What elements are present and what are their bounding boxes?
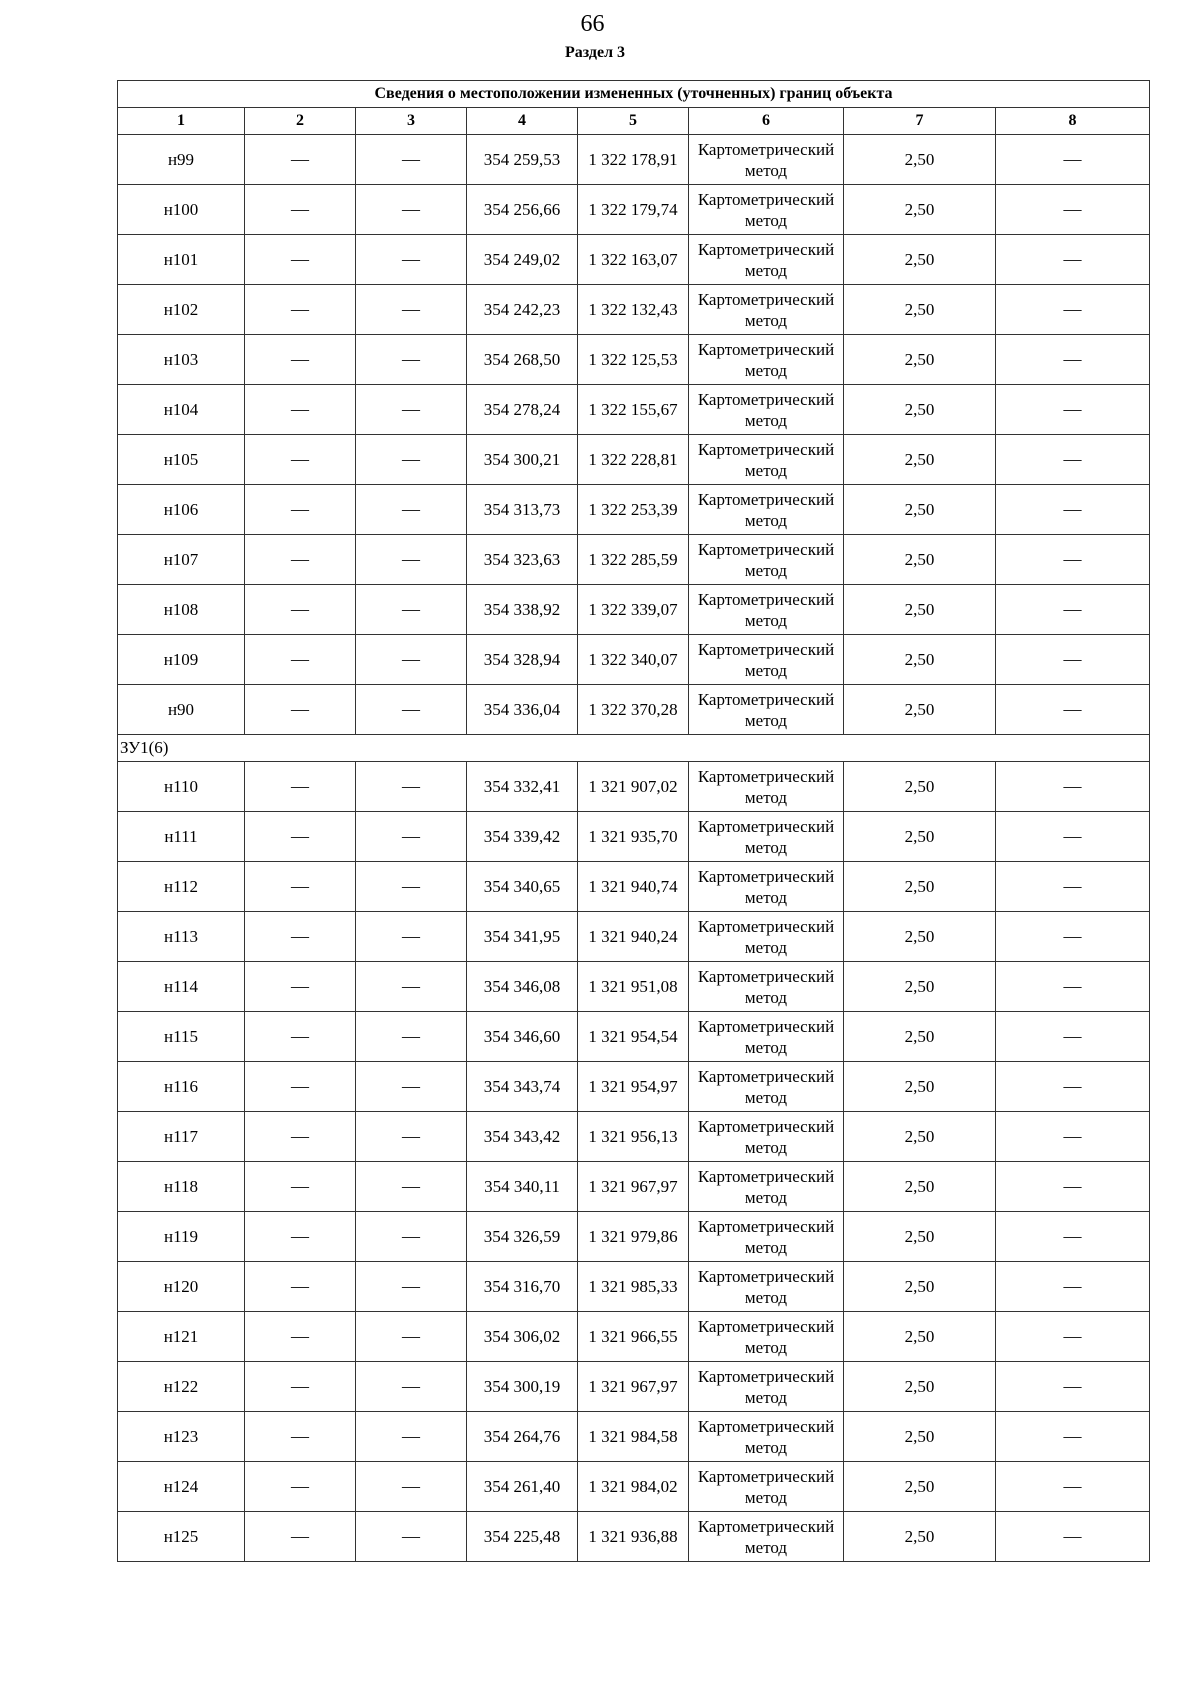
cell-col-8: —: [996, 435, 1150, 485]
cell-method: Картометрический метод: [689, 435, 844, 485]
cell-method: Картометрический метод: [689, 1262, 844, 1312]
cell-coord-x: 354 346,60: [467, 1012, 578, 1062]
cell-col-8: —: [996, 485, 1150, 535]
cell-coord-y: 1 321 940,74: [578, 862, 689, 912]
cell-accuracy: 2,50: [844, 962, 996, 1012]
cell-method: Картометрический метод: [689, 912, 844, 962]
cell-point-id: н105: [118, 435, 245, 485]
cell-coord-y: 1 322 179,74: [578, 185, 689, 235]
cell-col-3: —: [356, 485, 467, 535]
cell-col-3: —: [356, 962, 467, 1012]
cell-col-8: —: [996, 135, 1150, 185]
column-number-row: [118, 108, 1150, 135]
cell-method: Картометрический метод: [689, 235, 844, 285]
cell-coord-x: 354 225,48: [467, 1512, 578, 1562]
group-row: [118, 735, 1150, 762]
cell-col-2: —: [245, 1462, 356, 1512]
cell-accuracy: 2,50: [844, 185, 996, 235]
cell-col-8: —: [996, 962, 1150, 1012]
table-row: [118, 635, 1150, 685]
cell-coord-y: 1 321 984,02: [578, 1462, 689, 1512]
column-number-2: 2: [245, 108, 356, 135]
cell-col-2: —: [245, 385, 356, 435]
cell-point-id: н121: [118, 1312, 245, 1362]
cell-coord-y: 1 322 163,07: [578, 235, 689, 285]
cell-col-8: —: [996, 1162, 1150, 1212]
cell-accuracy: 2,50: [844, 285, 996, 335]
table-row: [118, 535, 1150, 585]
cell-col-3: —: [356, 685, 467, 735]
cell-col-2: —: [245, 1062, 356, 1112]
cell-col-8: —: [996, 535, 1150, 585]
cell-accuracy: 2,50: [844, 135, 996, 185]
cell-point-id: н120: [118, 1262, 245, 1312]
cell-method: Картометрический метод: [689, 535, 844, 585]
cell-coord-y: 1 322 155,67: [578, 385, 689, 435]
cell-col-2: —: [245, 1312, 356, 1362]
cell-col-8: —: [996, 812, 1150, 862]
cell-col-8: —: [996, 585, 1150, 635]
cell-coord-x: 354 346,08: [467, 962, 578, 1012]
cell-coord-x: 354 316,70: [467, 1262, 578, 1312]
cell-coord-x: 354 343,74: [467, 1062, 578, 1112]
cell-accuracy: 2,50: [844, 1162, 996, 1212]
cell-method: Картометрический метод: [689, 762, 844, 812]
column-number-3: 3: [356, 108, 467, 135]
cell-coord-x: 354 340,65: [467, 862, 578, 912]
cell-method: Картометрический метод: [689, 1412, 844, 1462]
cell-method: Картометрический метод: [689, 812, 844, 862]
cell-coord-x: 354 326,59: [467, 1212, 578, 1262]
cell-point-id: н107: [118, 535, 245, 585]
cell-point-id: н109: [118, 635, 245, 685]
cell-coord-x: 354 300,19: [467, 1362, 578, 1412]
cell-coord-y: 1 321 966,55: [578, 1312, 689, 1362]
cell-coord-y: 1 321 954,97: [578, 1062, 689, 1112]
cell-method: Картометрический метод: [689, 1362, 844, 1412]
cell-col-3: —: [356, 1262, 467, 1312]
cell-point-id: н102: [118, 285, 245, 335]
cell-accuracy: 2,50: [844, 1012, 996, 1062]
cell-accuracy: 2,50: [844, 1062, 996, 1112]
cell-accuracy: 2,50: [844, 435, 996, 485]
cell-col-2: —: [245, 1262, 356, 1312]
cell-col-8: —: [996, 912, 1150, 962]
cell-col-8: —: [996, 762, 1150, 812]
cell-method: Картометрический метод: [689, 1462, 844, 1512]
cell-method: Картометрический метод: [689, 1512, 844, 1562]
cell-method: Картометрический метод: [689, 1312, 844, 1362]
cell-method: Картометрический метод: [689, 335, 844, 385]
cell-point-id: н108: [118, 585, 245, 635]
cell-point-id: н99: [118, 135, 245, 185]
cell-coord-y: 1 321 940,24: [578, 912, 689, 962]
cell-accuracy: 2,50: [844, 585, 996, 635]
cell-col-8: —: [996, 862, 1150, 912]
cell-coord-y: 1 321 956,13: [578, 1112, 689, 1162]
cell-point-id: н101: [118, 235, 245, 285]
cell-col-8: —: [996, 1512, 1150, 1562]
cell-coord-y: 1 321 967,97: [578, 1162, 689, 1212]
cell-col-8: —: [996, 1362, 1150, 1412]
cell-col-8: —: [996, 1312, 1150, 1362]
table-row: [118, 185, 1150, 235]
cell-method: Картометрический метод: [689, 185, 844, 235]
cell-col-8: —: [996, 1212, 1150, 1262]
cell-col-2: —: [245, 1362, 356, 1412]
table-row: [118, 1062, 1150, 1112]
cell-accuracy: 2,50: [844, 235, 996, 285]
cell-accuracy: 2,50: [844, 1512, 996, 1562]
cell-col-2: —: [245, 135, 356, 185]
page-number: 66: [580, 11, 605, 37]
cell-coord-y: 1 321 951,08: [578, 962, 689, 1012]
cell-coord-x: 354 341,95: [467, 912, 578, 962]
boundary-coordinates-table: [117, 80, 1150, 1562]
cell-point-id: н110: [118, 762, 245, 812]
cell-accuracy: 2,50: [844, 635, 996, 685]
cell-col-8: —: [996, 1112, 1150, 1162]
cell-col-2: —: [245, 285, 356, 335]
cell-coord-y: 1 322 132,43: [578, 285, 689, 335]
cell-col-3: —: [356, 812, 467, 862]
cell-coord-x: 354 268,50: [467, 335, 578, 385]
group-label: ЗУ1(6): [118, 735, 1150, 762]
cell-method: Картометрический метод: [689, 135, 844, 185]
table-row: [118, 485, 1150, 535]
cell-col-2: —: [245, 335, 356, 385]
table-row: [118, 385, 1150, 435]
table-row: [118, 335, 1150, 385]
cell-coord-y: 1 321 984,58: [578, 1412, 689, 1462]
table-row: [118, 1162, 1150, 1212]
cell-col-3: —: [356, 135, 467, 185]
cell-coord-x: 354 336,04: [467, 685, 578, 735]
cell-coord-y: 1 322 253,39: [578, 485, 689, 535]
table-caption-row: [118, 81, 1150, 108]
table-row: [118, 435, 1150, 485]
cell-col-3: —: [356, 635, 467, 685]
column-number-5: 5: [578, 108, 689, 135]
cell-accuracy: 2,50: [844, 812, 996, 862]
cell-method: Картометрический метод: [689, 962, 844, 1012]
cell-col-2: —: [245, 912, 356, 962]
cell-coord-x: 354 249,02: [467, 235, 578, 285]
cell-point-id: н119: [118, 1212, 245, 1262]
table-row: [118, 1212, 1150, 1262]
cell-coord-x: 354 256,66: [467, 185, 578, 235]
table-row: [118, 1012, 1150, 1062]
table-row: [118, 762, 1150, 812]
cell-method: Картометрический метод: [689, 862, 844, 912]
cell-accuracy: 2,50: [844, 1312, 996, 1362]
cell-col-3: —: [356, 762, 467, 812]
cell-accuracy: 2,50: [844, 1262, 996, 1312]
cell-method: Картометрический метод: [689, 1212, 844, 1262]
cell-coord-y: 1 321 907,02: [578, 762, 689, 812]
cell-accuracy: 2,50: [844, 535, 996, 585]
cell-accuracy: 2,50: [844, 862, 996, 912]
cell-accuracy: 2,50: [844, 685, 996, 735]
cell-col-2: —: [245, 485, 356, 535]
cell-col-3: —: [356, 1312, 467, 1362]
table-row: [118, 685, 1150, 735]
cell-coord-x: 354 264,76: [467, 1412, 578, 1462]
cell-point-id: н125: [118, 1512, 245, 1562]
cell-col-3: —: [356, 912, 467, 962]
table-row: [118, 812, 1150, 862]
cell-coord-x: 354 313,73: [467, 485, 578, 535]
cell-col-2: —: [245, 235, 356, 285]
cell-col-2: —: [245, 1512, 356, 1562]
cell-point-id: н111: [118, 812, 245, 862]
cell-col-3: —: [356, 1362, 467, 1412]
table-row: [118, 235, 1150, 285]
cell-coord-y: 1 322 228,81: [578, 435, 689, 485]
cell-col-8: —: [996, 385, 1150, 435]
cell-col-8: —: [996, 1462, 1150, 1512]
cell-accuracy: 2,50: [844, 485, 996, 535]
cell-col-2: —: [245, 435, 356, 485]
cell-col-2: —: [245, 962, 356, 1012]
cell-point-id: н118: [118, 1162, 245, 1212]
cell-point-id: н113: [118, 912, 245, 962]
cell-coord-y: 1 322 285,59: [578, 535, 689, 585]
table-row: [118, 1112, 1150, 1162]
cell-coord-x: 354 306,02: [467, 1312, 578, 1362]
cell-coord-y: 1 321 985,33: [578, 1262, 689, 1312]
cell-point-id: н104: [118, 385, 245, 435]
column-number-6: 6: [689, 108, 844, 135]
cell-accuracy: 2,50: [844, 912, 996, 962]
table-body: [118, 135, 1150, 1562]
cell-col-2: —: [245, 1012, 356, 1062]
table-caption: Сведения о местоположении измененных (уточненных) границ объекта: [118, 81, 1150, 108]
cell-point-id: н114: [118, 962, 245, 1012]
cell-col-2: —: [245, 1112, 356, 1162]
cell-accuracy: 2,50: [844, 1362, 996, 1412]
cell-method: Картометрический метод: [689, 585, 844, 635]
cell-method: Картометрический метод: [689, 685, 844, 735]
cell-col-8: —: [996, 285, 1150, 335]
cell-col-2: —: [245, 585, 356, 635]
cell-col-2: —: [245, 535, 356, 585]
cell-col-3: —: [356, 185, 467, 235]
column-number-8: 8: [996, 108, 1150, 135]
cell-coord-x: 354 339,42: [467, 812, 578, 862]
cell-col-8: —: [996, 1412, 1150, 1462]
cell-coord-x: 354 259,53: [467, 135, 578, 185]
cell-coord-y: 1 322 370,28: [578, 685, 689, 735]
cell-coord-y: 1 322 340,07: [578, 635, 689, 685]
cell-point-id: н115: [118, 1012, 245, 1062]
cell-point-id: н112: [118, 862, 245, 912]
cell-accuracy: 2,50: [844, 385, 996, 435]
section-title: Раздел 3: [564, 44, 626, 61]
cell-col-2: —: [245, 1212, 356, 1262]
cell-col-3: —: [356, 1412, 467, 1462]
cell-col-3: —: [356, 235, 467, 285]
cell-method: Картометрический метод: [689, 1162, 844, 1212]
cell-coord-y: 1 321 967,97: [578, 1362, 689, 1412]
cell-col-3: —: [356, 1062, 467, 1112]
cell-col-3: —: [356, 585, 467, 635]
cell-col-2: —: [245, 862, 356, 912]
cell-col-2: —: [245, 812, 356, 862]
cell-col-3: —: [356, 1012, 467, 1062]
table-row: [118, 1512, 1150, 1562]
cell-point-id: н103: [118, 335, 245, 385]
table-row: [118, 1362, 1150, 1412]
cell-accuracy: 2,50: [844, 1462, 996, 1512]
cell-col-3: —: [356, 862, 467, 912]
table-row: [118, 135, 1150, 185]
cell-coord-y: 1 321 935,70: [578, 812, 689, 862]
cell-col-3: —: [356, 1512, 467, 1562]
cell-accuracy: 2,50: [844, 1212, 996, 1262]
cell-point-id: н100: [118, 185, 245, 235]
table-row: [118, 1462, 1150, 1512]
cell-point-id: н116: [118, 1062, 245, 1112]
cell-col-3: —: [356, 1162, 467, 1212]
cell-coord-x: 354 300,21: [467, 435, 578, 485]
table-row: [118, 1262, 1150, 1312]
cell-col-8: —: [996, 185, 1150, 235]
cell-col-8: —: [996, 1062, 1150, 1112]
table-row: [118, 912, 1150, 962]
table-row: [118, 285, 1150, 335]
cell-coord-x: 354 278,24: [467, 385, 578, 435]
cell-col-8: —: [996, 335, 1150, 385]
cell-col-8: —: [996, 1262, 1150, 1312]
cell-point-id: н122: [118, 1362, 245, 1412]
column-number-4: 4: [467, 108, 578, 135]
cell-coord-y: 1 322 339,07: [578, 585, 689, 635]
cell-coord-y: 1 322 125,53: [578, 335, 689, 385]
cell-col-3: —: [356, 1212, 467, 1262]
cell-col-2: —: [245, 1412, 356, 1462]
cell-col-2: —: [245, 762, 356, 812]
cell-accuracy: 2,50: [844, 762, 996, 812]
cell-coord-x: 354 343,42: [467, 1112, 578, 1162]
cell-col-2: —: [245, 685, 356, 735]
cell-col-2: —: [245, 635, 356, 685]
cell-col-3: —: [356, 435, 467, 485]
cell-col-8: —: [996, 235, 1150, 285]
cell-col-8: —: [996, 685, 1150, 735]
cell-coord-y: 1 321 954,54: [578, 1012, 689, 1062]
column-number-1: 1: [118, 108, 245, 135]
cell-coord-y: 1 322 178,91: [578, 135, 689, 185]
cell-col-2: —: [245, 185, 356, 235]
cell-accuracy: 2,50: [844, 1412, 996, 1462]
table-row: [118, 1312, 1150, 1362]
table-row: [118, 962, 1150, 1012]
cell-method: Картометрический метод: [689, 1062, 844, 1112]
cell-coord-x: 354 332,41: [467, 762, 578, 812]
cell-method: Картометрический метод: [689, 485, 844, 535]
table-row: [118, 585, 1150, 635]
cell-col-3: —: [356, 335, 467, 385]
cell-coord-x: 354 338,92: [467, 585, 578, 635]
cell-coord-y: 1 321 936,88: [578, 1512, 689, 1562]
cell-col-3: —: [356, 285, 467, 335]
cell-point-id: н117: [118, 1112, 245, 1162]
table-row: [118, 862, 1150, 912]
cell-accuracy: 2,50: [844, 1112, 996, 1162]
cell-coord-x: 354 328,94: [467, 635, 578, 685]
table-row: [118, 1412, 1150, 1462]
cell-method: Картометрический метод: [689, 285, 844, 335]
cell-col-3: —: [356, 1462, 467, 1512]
cell-col-3: —: [356, 385, 467, 435]
cell-coord-y: 1 321 979,86: [578, 1212, 689, 1262]
column-number-7: 7: [844, 108, 996, 135]
cell-point-id: н124: [118, 1462, 245, 1512]
cell-method: Картометрический метод: [689, 1112, 844, 1162]
cell-col-3: —: [356, 535, 467, 585]
cell-coord-x: 354 323,63: [467, 535, 578, 585]
cell-coord-x: 354 340,11: [467, 1162, 578, 1212]
cell-method: Картометрический метод: [689, 1012, 844, 1062]
cell-col-3: —: [356, 1112, 467, 1162]
cell-point-id: н106: [118, 485, 245, 535]
cell-col-8: —: [996, 635, 1150, 685]
cell-point-id: н123: [118, 1412, 245, 1462]
cell-coord-x: 354 261,40: [467, 1462, 578, 1512]
cell-col-2: —: [245, 1162, 356, 1212]
cell-accuracy: 2,50: [844, 335, 996, 385]
cell-coord-x: 354 242,23: [467, 285, 578, 335]
cell-method: Картометрический метод: [689, 635, 844, 685]
cell-col-8: —: [996, 1012, 1150, 1062]
cell-point-id: н90: [118, 685, 245, 735]
cell-method: Картометрический метод: [689, 385, 844, 435]
